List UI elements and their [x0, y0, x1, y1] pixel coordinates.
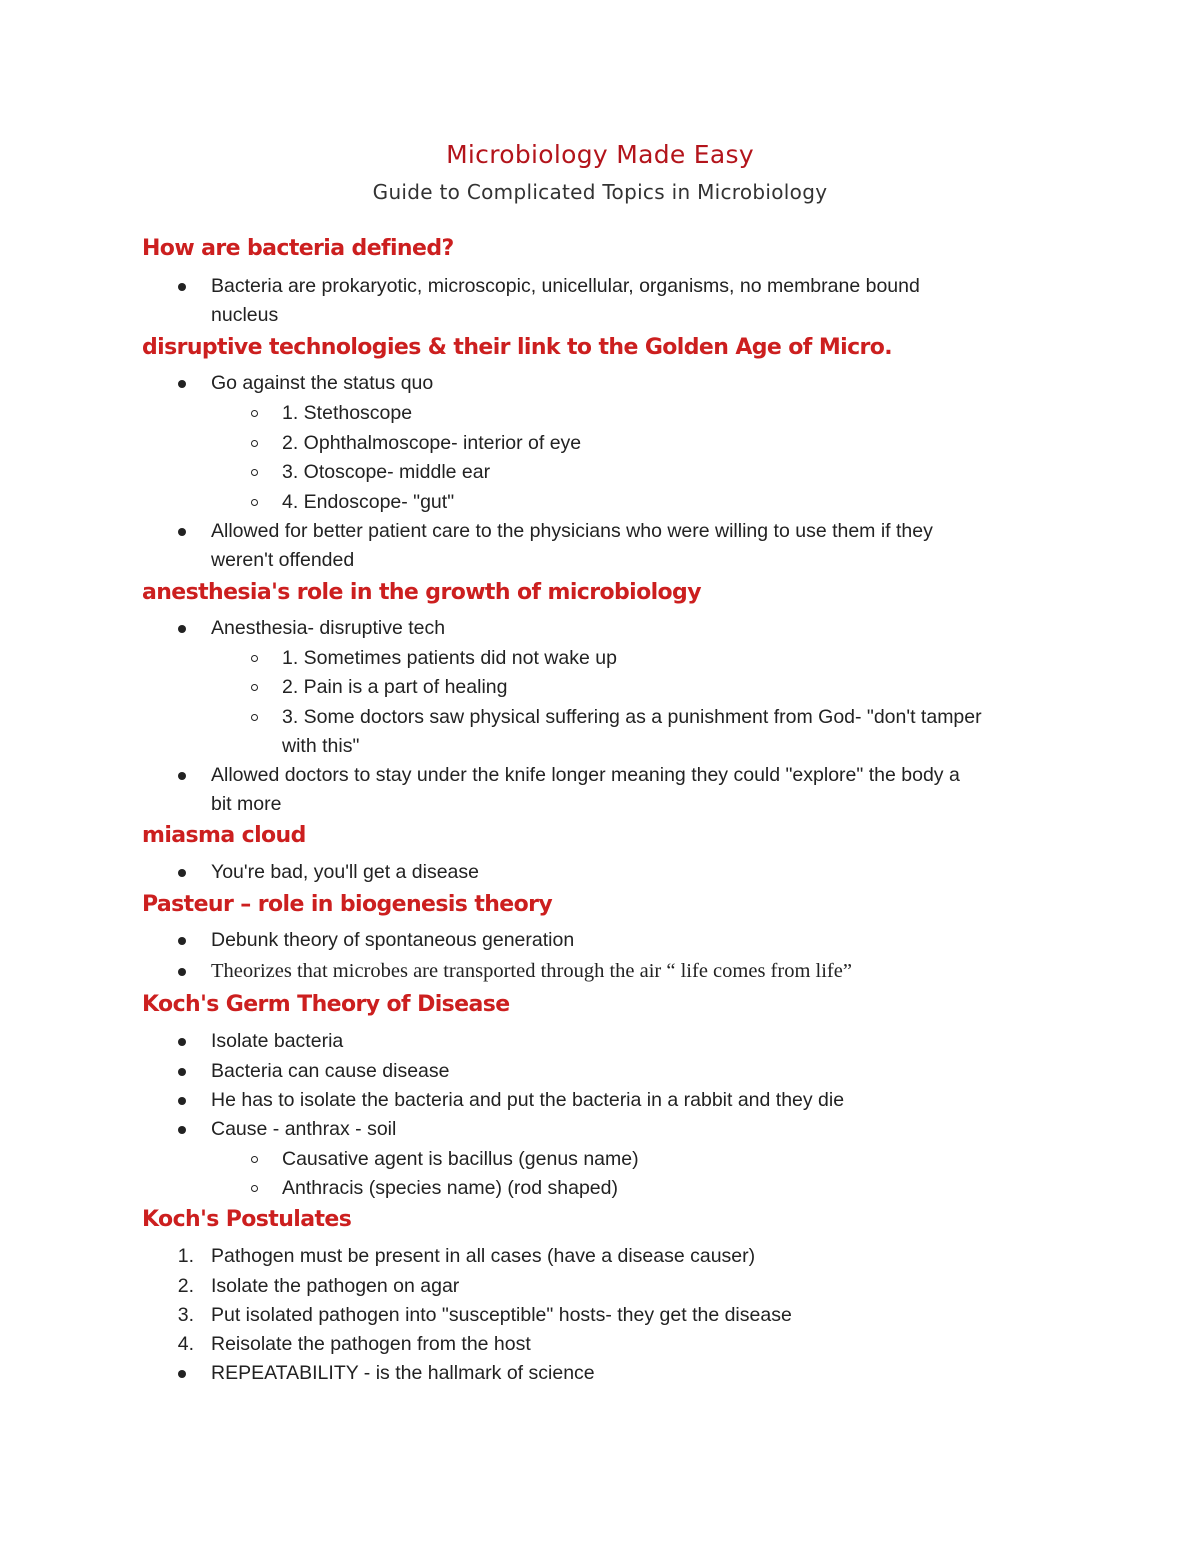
- list-item-continuation: bit more: [211, 793, 282, 815]
- bullet-dot: [178, 772, 186, 780]
- sub-list-item: Anthracis (species name) (rod shaped): [282, 1177, 618, 1199]
- list-item-continuation: weren't offended: [211, 549, 355, 571]
- bullet-ring: [251, 469, 258, 476]
- list-item: Bacteria are prokaryotic, microscopic, unicellular, organisms, no membrane bound: [211, 275, 920, 297]
- numbered-item: Put isolated pathogen into "susceptible" hosts- they get the disease: [211, 1304, 792, 1326]
- list-item: Allowed for better patient care to the physicians who were willing to use them if they: [211, 520, 933, 542]
- sub-list-item-continuation: with this": [282, 735, 360, 757]
- sub-list-item: 2. Pain is a part of healing: [282, 676, 508, 698]
- list-item-continuation: nucleus: [211, 304, 279, 326]
- bullet-dot: [178, 1126, 186, 1134]
- sub-list-item: 4. Endoscope- "gut": [282, 491, 455, 513]
- list-item: Cause - anthrax - soil: [211, 1118, 397, 1140]
- section-heading-bacteria-defined: How are bacteria defined?: [142, 236, 454, 261]
- section-heading-anesthesia: anesthesia's role in the growth of microbiology: [142, 580, 701, 605]
- list-item: REPEATABILITY - is the hallmark of science: [211, 1362, 595, 1384]
- document-title: Microbiology Made Easy: [446, 140, 754, 169]
- bullet-dot: [178, 937, 186, 945]
- bullet-ring: [251, 655, 258, 662]
- bullet-ring: [251, 440, 258, 447]
- bullet-dot: [178, 1097, 186, 1105]
- numbered-item: Reisolate the pathogen from the host: [211, 1333, 531, 1355]
- list-item: Anesthesia- disruptive tech: [211, 617, 446, 639]
- bullet-dot: [178, 1370, 186, 1378]
- list-item: Theorizes that microbes are transported through the air “ life comes from life”: [211, 960, 852, 982]
- sub-list-item: 2. Ophthalmoscope- interior of eye: [282, 432, 582, 454]
- section-heading-pasteur: Pasteur – role in biogenesis theory: [142, 892, 553, 917]
- bullet-ring: [251, 1156, 258, 1163]
- numbered-item: Pathogen must be present in all cases (have a disease causer): [211, 1245, 756, 1267]
- bullet-dot: [178, 1038, 186, 1046]
- list-number: 1.: [177, 1245, 194, 1267]
- bullet-dot: [178, 528, 186, 536]
- list-item: He has to isolate the bacteria and put the bacteria in a rabbit and they die: [211, 1089, 845, 1111]
- bullet-ring: [251, 714, 258, 721]
- section-heading-miasma-cloud: miasma cloud: [142, 823, 306, 848]
- bullet-ring: [251, 499, 258, 506]
- sub-list-item: Causative agent is bacillus (genus name): [282, 1148, 639, 1170]
- bullet-dot: [178, 625, 186, 633]
- bullet-ring: [251, 1185, 258, 1192]
- sub-list-item: 3. Otoscope- middle ear: [282, 461, 491, 483]
- numbered-item: Isolate the pathogen on agar: [211, 1275, 460, 1297]
- bullet-dot: [178, 869, 186, 877]
- list-item: Go against the status quo: [211, 372, 434, 394]
- section-heading-koch-postulates: Koch's Postulates: [142, 1207, 352, 1232]
- bullet-ring: [251, 684, 258, 691]
- bullet-dot: [178, 968, 186, 976]
- list-item: Bacteria can cause disease: [211, 1060, 450, 1082]
- section-heading-koch-germ-theory: Koch's Germ Theory of Disease: [142, 992, 510, 1017]
- bullet-dot: [178, 1068, 186, 1076]
- sub-list-item: 1. Stethoscope: [282, 402, 413, 424]
- bullet-dot: [178, 380, 186, 388]
- list-number: 4.: [177, 1333, 194, 1355]
- list-item: Isolate bacteria: [211, 1030, 344, 1052]
- list-item: You're bad, you'll get a disease: [211, 861, 480, 883]
- document-subtitle: Guide to Complicated Topics in Microbiology: [372, 180, 828, 204]
- sub-list-item: 3. Some doctors saw physical suffering as a punishment from God- "don't tamper: [282, 706, 982, 728]
- list-number: 3.: [177, 1304, 194, 1326]
- bullet-dot: [178, 283, 186, 291]
- list-item: Allowed doctors to stay under the knife longer meaning they could "explore" the body a: [211, 764, 960, 786]
- sub-list-item: 1. Sometimes patients did not wake up: [282, 647, 617, 669]
- list-number: 2.: [177, 1275, 194, 1297]
- section-heading-disruptive-technologies: disruptive technologies & their link to the Golden Age of Micro.: [142, 335, 893, 360]
- bullet-ring: [251, 410, 258, 417]
- list-item: Debunk theory of spontaneous generation: [211, 929, 575, 951]
